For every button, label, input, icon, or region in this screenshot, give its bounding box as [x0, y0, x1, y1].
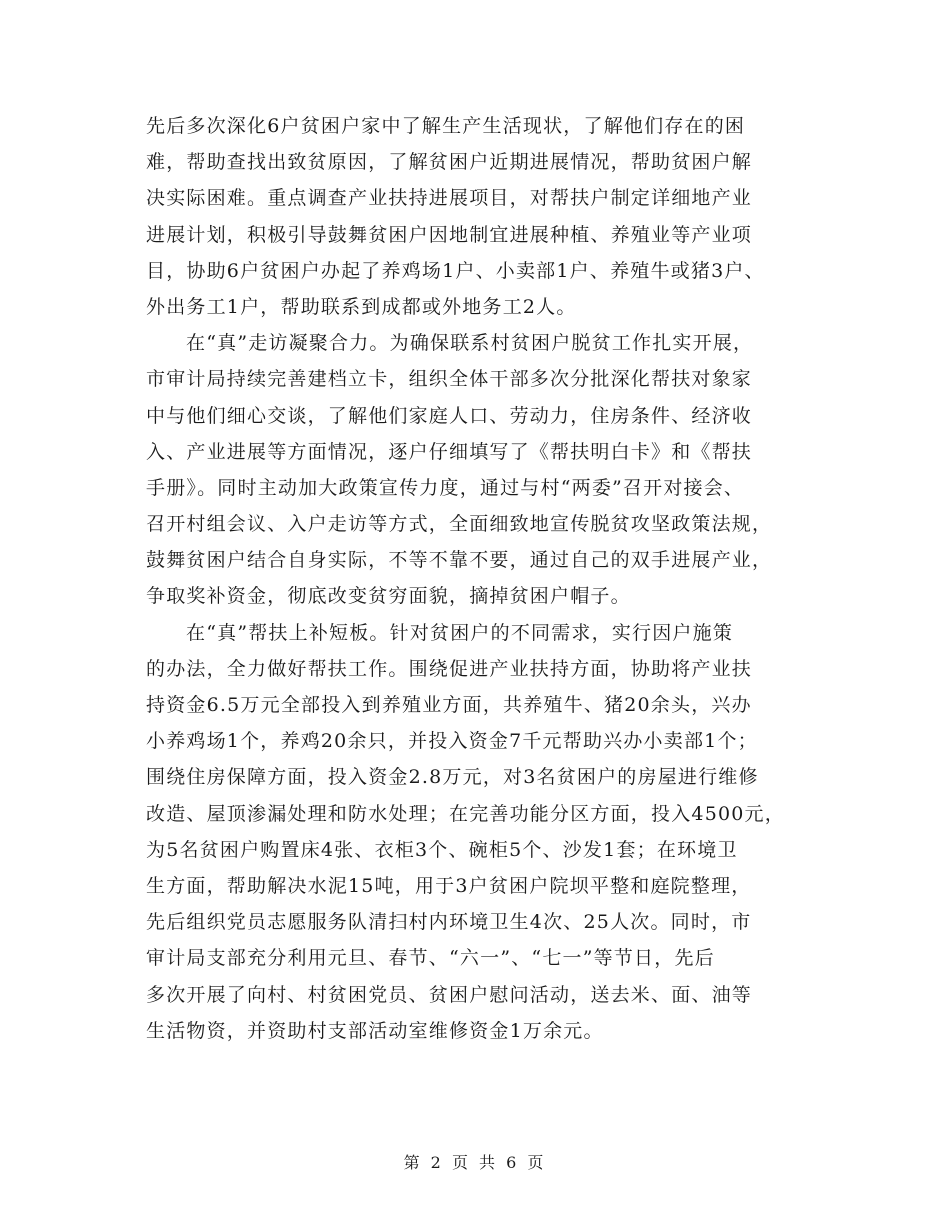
text-line: 决实际困难。重点调查产业扶持进展项目，对帮扶户制定详细地产业 [146, 187, 753, 210]
text-line: 多次开展了向村、村贫困党员、贫困户慰问活动，送去米、面、油等 [146, 983, 753, 1006]
body-text [146, 108, 836, 1049]
text-line: 中与他们细心交谈，了解他们家庭人口、劳动力，住房条件、经济收 [146, 404, 753, 427]
text-line: 小养鸡场1个，养鸡20余只，并投入资金7千元帮助兴办小卖部1个； [146, 730, 758, 753]
text-line: 生活物资，并资助村支部活动室维修资金1万余元。 [146, 1019, 604, 1042]
text-line: 外出务工1户，帮助联系到成都或外地务工2人。 [146, 295, 577, 318]
text-line: 改造、屋顶渗漏处理和防水处理；在完善功能分区方面，投入4500元， [146, 802, 785, 825]
text-line: 争取奖补资金，彻底改变贫穷面貌，摘掉贫困户帽子。 [146, 585, 631, 608]
text-line: 先后组织党员志愿服务队清扫村内环境卫生4次、25人次。同时，市 [146, 911, 752, 934]
text-line: 的办法，全力做好帮扶工作。围绕促进产业扶持方面，协助将产业扶 [146, 657, 753, 680]
text-line: 进展计划，积极引导鼓舞贫困户因地制宜进展种植、养殖业等产业项 [146, 223, 753, 246]
text-line: 为5名贫困户购置床4张、衣柜3个、碗柜5个、沙发1套；在环境卫 [146, 838, 738, 861]
text-line: 召开村组会议、入户走访等方式，全面细致地宣传脱贫攻坚政策法规， [146, 513, 773, 536]
page-footer: 第 2 页 共 6 页 [403, 1153, 547, 1172]
text-line: 目，协助6户贫困户办起了养鸡场1户、小卖部1户、养殖牛或猪3户、 [146, 259, 765, 282]
text-line: 持资金6.5万元全部投入到养殖业方面，共养殖牛、猪20余头，兴办 [146, 694, 752, 716]
text-line: 入、产业进展等方面情况，逐户仔细填写了《帮扶明白卡》和《帮扶 [146, 440, 753, 463]
text-line: 围绕住房保障方面，投入资金2.8万元，对3名贫困户的房屋进行维修 [146, 766, 759, 789]
text-line: 鼓舞贫困户结合自身实际，不等不靠不要，通过自己的双手进展产业， [146, 549, 773, 572]
text-line: 审计局支部充分利用元旦、春节、“六一”、“七一”等节日，先后 [146, 947, 715, 970]
text-line: 难，帮助查找出致贫原因，了解贫困户近期进展情况，帮助贫困户解 [146, 151, 753, 174]
text-line: 生方面，帮助解决水泥15吨，用于3户贫困户院坝平整和庭院整理， [146, 874, 752, 897]
text-line: 手册》。同时主动加大政策宣传力度，通过与村“两委”召开对接会、 [146, 476, 745, 499]
text-line: 在“真”走访凝聚合力。为确保联系村贫困户脱贫工作扎实开展， [186, 332, 754, 355]
text-line: 先后多次深化6户贫困户家中了解生产生活现状，了解他们存在的困 [146, 115, 746, 137]
text-line: 在“真”帮扶上补短板。针对贫困户的不同需求，实行因户施策 [186, 621, 734, 644]
text-line: 市审计局持续完善建档立卡，组织全体干部多次分批深化帮扶对象家 [146, 368, 753, 391]
